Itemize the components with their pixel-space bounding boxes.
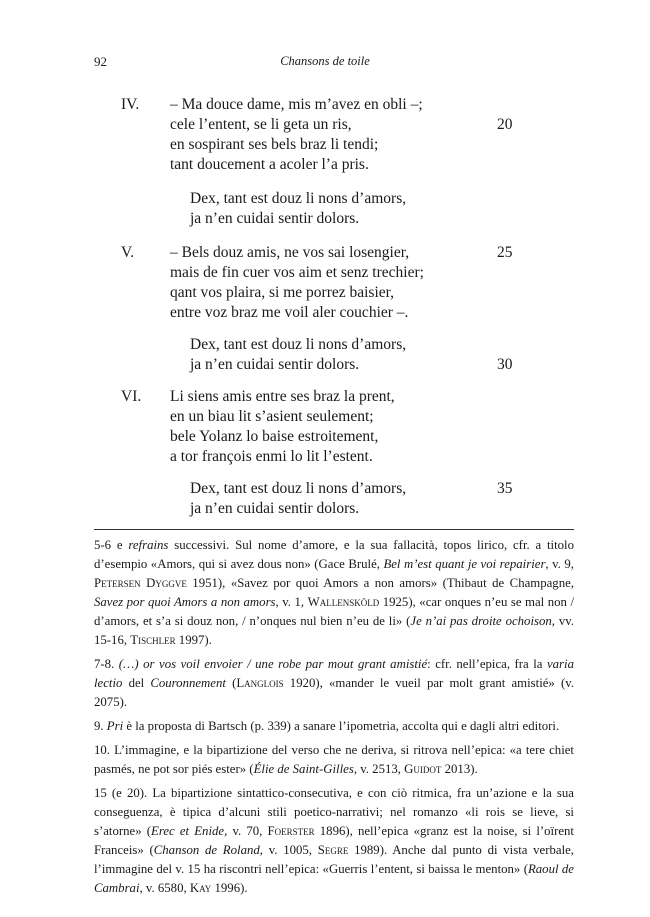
footnote-text: Bel m’est quant je voi repairier	[383, 557, 546, 571]
footnote-text: Élie de Saint-Gilles	[253, 762, 354, 776]
footnote-text: 5-6 e	[94, 538, 129, 552]
footnote-text: è la proposta di Bartsch (p. 339) a sanare l’ipometria, accolta qui e dagli altri editori.	[123, 719, 560, 733]
footnote-text: : cfr. nell’epica, fra la	[427, 657, 547, 671]
footnote-text: , vv. 15-16,	[94, 614, 574, 647]
footnote-text: varia lectio	[94, 657, 574, 690]
footnote-text: Foerster	[267, 824, 315, 838]
footnote-text: 1996).	[211, 881, 248, 895]
verse-line: qant vos plaira, si me porrez baisier,	[170, 284, 395, 301]
footnote	[94, 784, 574, 898]
verse-line: – Bels douz amis, ne vos sai losengier,	[170, 244, 410, 261]
refrain-line: Dex, tant est douz li nons d’amors,	[190, 190, 407, 207]
verse-line: – Ma douce dame, mis m’avez en obli –;	[170, 96, 423, 113]
footnote-text: Je n’ai pas droite ochoison	[410, 614, 552, 628]
stanza-numeral: IV.	[121, 96, 140, 113]
footnote-text: Erec et Enide	[151, 824, 225, 838]
verse-line: bele Yolanz lo baise estroitement,	[170, 428, 379, 445]
verse-line: Li siens amis entre ses braz la prent,	[170, 388, 395, 405]
verse-line: entre voz braz me voil aler couchier –.	[170, 304, 409, 321]
verse-line: mais de fin cuer vos aim et senz trechier;	[170, 264, 424, 281]
footnote-text: Guidot	[404, 762, 442, 776]
footnote	[94, 717, 574, 736]
footnote-text: 2013).	[441, 762, 478, 776]
refrain-line: ja n’en cuidai sentir dolors.	[190, 500, 360, 517]
footnote-text: Petersen Dyggve	[94, 576, 187, 590]
footnote-text: successivi. Sul nome d’amore, e la sua fallacità, topos lirico, cfr. a titolo d’esempio «Amors, qui si avez dous non» (Gace Brulé,	[94, 538, 575, 571]
footnote-text: Raoul de Cambrai	[94, 862, 574, 895]
footnote-text: 15 (e 20). La bipartizione sintattico-consecutiva, e con ciò ritmica, fra un’azione e la sua conseguenza, è tipica d’alcuni stili poetico-narrativi; nel romanzo «li rois se lieve, si s’atorne» (	[94, 786, 574, 838]
line-number: 35	[497, 480, 513, 497]
footnote-text: 1989). Anche dal punto di vista verbale, l’immagine del v. 15 ha riscontri nell’epica: «Guerris l’entent, si baissa le menton» (	[94, 843, 575, 876]
footnote-text: , v. 6580,	[139, 881, 190, 895]
refrain-line: ja n’en cuidai sentir dolors.	[190, 356, 360, 373]
footnote-text: 1997).	[175, 633, 212, 647]
footnote	[94, 536, 574, 650]
footnote-text: Chanson de Roland	[153, 843, 260, 857]
footnote-text: Langlois	[236, 676, 284, 690]
verse-line: cele l’entent, se li geta un ris,	[170, 116, 352, 133]
critical-notes	[94, 536, 574, 903]
footnote-text: , v. 9,	[545, 557, 574, 571]
footnote-text: (…) or vos voil envoier / une robe par mout grant amistié	[118, 657, 428, 671]
verse-line: en un biau lit s’asient seulement;	[170, 408, 374, 425]
footnote	[94, 741, 574, 779]
footnote-text: 1951), «Savez por quoi Amors a non amors» (Thibaut de Champagne,	[186, 576, 574, 590]
footnote-text: 1925), «car onques n’eu se mal non / d’amors, et s’a si douz non, / n’onques nul bien n’eu de li» (	[94, 595, 574, 628]
footnote-text: Tischler	[130, 633, 176, 647]
stanza-numeral: V.	[121, 244, 135, 261]
footnote-text: Kay	[189, 881, 212, 895]
footnote-text: 9.	[94, 719, 107, 733]
footnote-text: , v. 1005,	[259, 843, 318, 857]
footnote-text: Couronnement	[150, 676, 226, 690]
refrain-line: ja n’en cuidai sentir dolors.	[190, 210, 360, 227]
footnote-text: Wallensköld	[307, 595, 380, 609]
footnote	[94, 655, 574, 712]
footnote-text: del	[122, 676, 151, 690]
footnote-text: 7-8.	[94, 657, 119, 671]
refrain-line: Dex, tant est douz li nons d’amors,	[190, 480, 407, 497]
footnote-text: Pri	[106, 719, 124, 733]
footnote-text: (	[225, 676, 237, 690]
footnote-text: Segre	[317, 843, 349, 857]
footnote-text: 1896), nell’epica «granz est la noise, si l’oïrent Franceis» (	[94, 824, 574, 857]
line-number: 20	[497, 116, 513, 133]
footnote-text: 10. L’immagine, e la bipartizione del verso che ne deriva, si ritrova nell’epica: «a tere chiet pasmés, ne pot sor piés ester» (	[94, 743, 574, 776]
verse-line: tant doucement a acoler l’a pris.	[170, 156, 369, 173]
footnote-text: , v. 1,	[275, 595, 308, 609]
footnote-text: , v. 2513,	[353, 762, 405, 776]
verse-line: a tor françois enmi lo lit l’estent.	[170, 448, 373, 465]
footnote-text: Savez por quoi Amors a non amors	[94, 595, 276, 609]
line-number: 30	[497, 356, 513, 373]
line-number: 25	[497, 244, 513, 261]
footnote-text: , v. 70,	[224, 824, 268, 838]
footnote-text: refrains	[128, 538, 169, 552]
stanza-numeral: VI.	[121, 388, 142, 405]
verse-line: en sospirant ses bels braz li tendi;	[170, 136, 379, 153]
page-number: 92	[94, 54, 107, 69]
footnote-divider	[94, 529, 574, 530]
footnote-text: 1920), «mander le vueil par molt grant amistié» (v. 2075).	[94, 676, 574, 709]
refrain-line: Dex, tant est douz li nons d’amors,	[190, 336, 407, 353]
running-title: Chansons de toile	[280, 54, 370, 68]
